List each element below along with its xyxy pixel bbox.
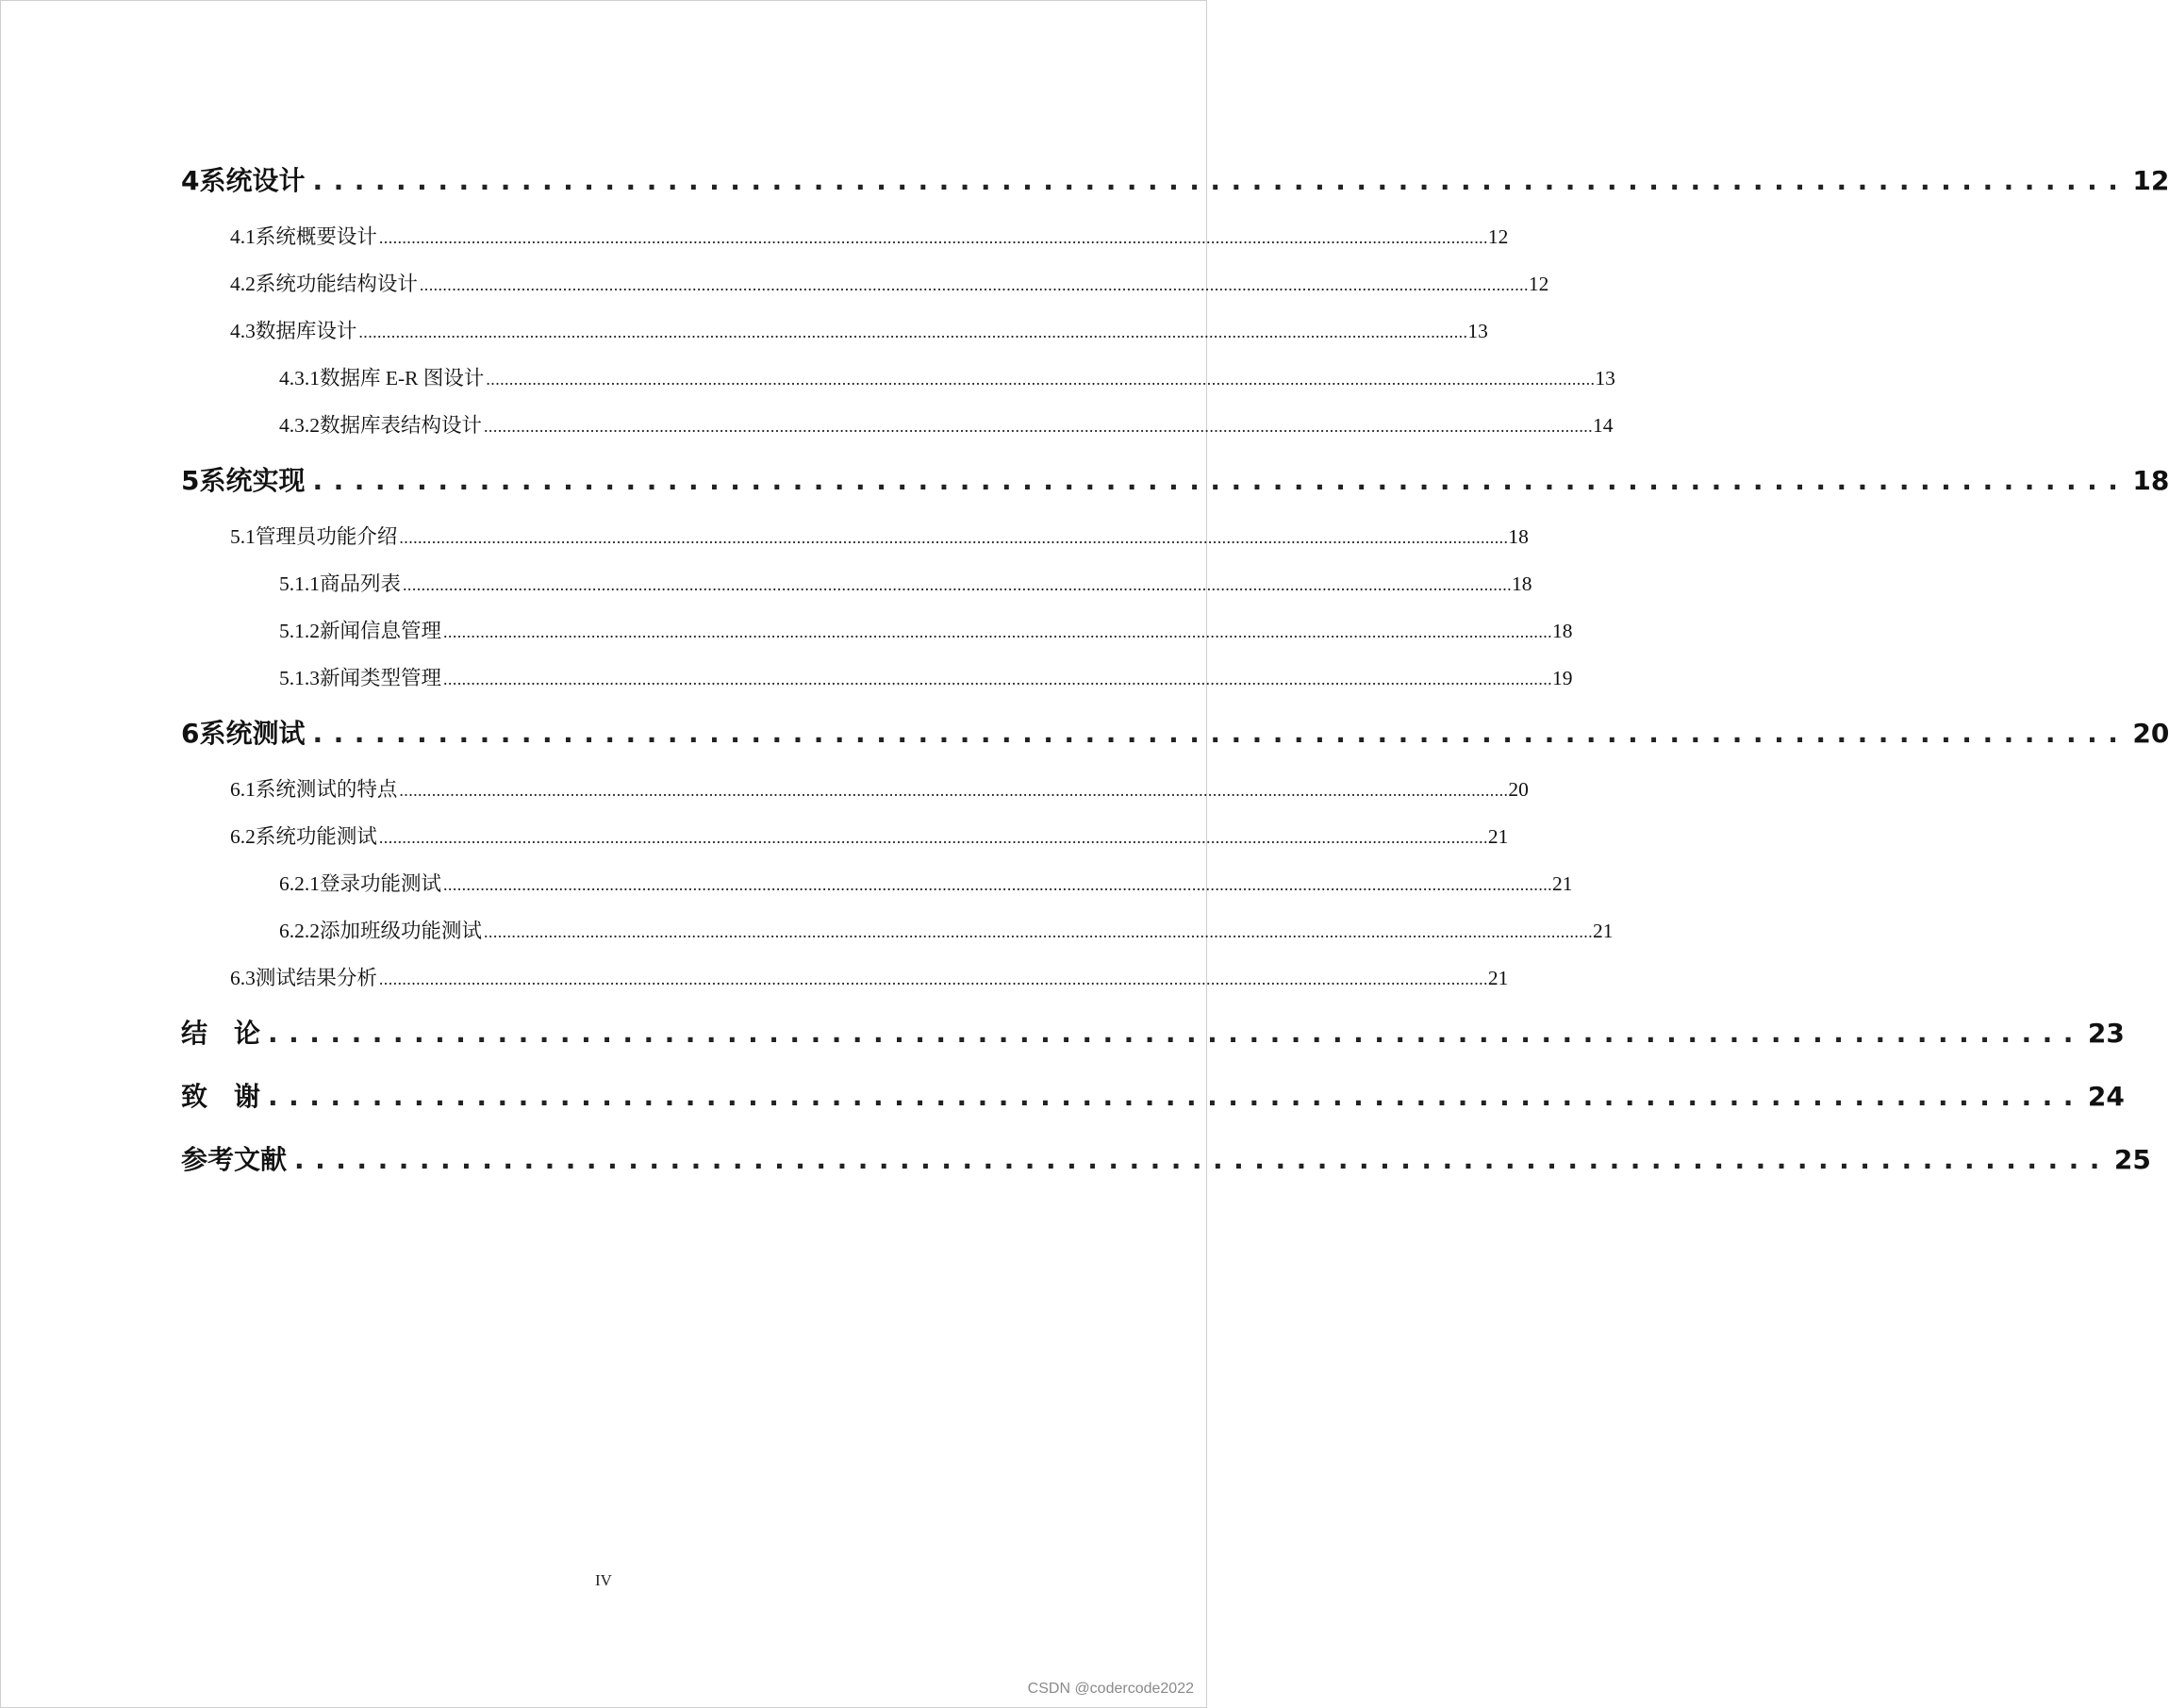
- toc-page-number: 12: [2132, 165, 2169, 196]
- toc-page-number: 20: [1508, 778, 1529, 801]
- dot-leader: ................................................................................................................................................................................................................................................: [403, 575, 1513, 594]
- dot-leader: ................................................................................................................................................................................................................................................: [378, 228, 1488, 247]
- dot-leader: ................................................................................................................................................................................................................................................: [443, 875, 1553, 894]
- toc-page-number: 18: [1552, 620, 1573, 642]
- watermark: CSDN @codercode2022: [1027, 1681, 1194, 1697]
- dot-leader: .......................................................................................: [312, 165, 2129, 196]
- dot-leader: ................................................................................................................................................................................................................................................: [399, 781, 1509, 800]
- dot-leader: .......................................................................................: [268, 1018, 2084, 1049]
- toc-entry[interactable]: [279, 362, 1615, 391]
- dot-leader: ................................................................................................................................................................................................................................................: [484, 922, 1594, 941]
- toc-title: 商品列表: [320, 572, 402, 595]
- dot-leader: .......................................................................................: [312, 718, 2129, 749]
- toc-entry[interactable]: [181, 1013, 2125, 1051]
- toc-title: 新闻信息管理: [320, 620, 442, 642]
- toc-title: 管理员功能介绍: [255, 525, 398, 548]
- toc-entry[interactable]: [181, 1139, 2151, 1177]
- toc-page-number: 23: [2087, 1018, 2125, 1049]
- toc-page-number: 18: [1508, 525, 1529, 548]
- toc-title: 参考文献: [181, 1144, 288, 1175]
- toc-title: 系统测试: [199, 718, 306, 749]
- toc-page-number: 25: [2113, 1144, 2151, 1175]
- toc-entry[interactable]: [181, 160, 2169, 198]
- toc-page-number: 14: [1593, 414, 1614, 437]
- toc-entry[interactable]: [181, 1076, 2125, 1114]
- toc-page-number: 12: [1528, 273, 1549, 295]
- toc-number: 6.3: [230, 967, 256, 989]
- toc-entry[interactable]: [279, 615, 1573, 644]
- toc-number: 6.2.2: [279, 920, 320, 942]
- toc-title: 登录功能测试: [320, 872, 442, 895]
- toc-page-number: 12: [1487, 225, 1509, 248]
- toc-number: 6: [181, 718, 200, 749]
- toc-number: 6.2.1: [279, 872, 320, 895]
- toc-page-number: 20: [2132, 718, 2169, 749]
- toc-number: 4.2: [230, 273, 256, 295]
- toc-entry[interactable]: [181, 713, 2169, 751]
- toc-entry[interactable]: [230, 821, 1509, 850]
- dot-leader: .......................................................................................: [312, 465, 2129, 496]
- toc-title: 新闻类型管理: [320, 667, 442, 689]
- toc-entry[interactable]: [230, 962, 1509, 991]
- toc-number: 4: [181, 165, 200, 196]
- dot-leader: ................................................................................................................................................................................................................................................: [399, 528, 1509, 547]
- dot-leader: ................................................................................................................................................................................................................................................: [378, 828, 1488, 847]
- toc-title: 致 谢: [181, 1081, 261, 1112]
- toc-entry[interactable]: [279, 915, 1614, 944]
- toc-number: 5: [181, 465, 200, 496]
- toc-entry[interactable]: [230, 315, 1488, 344]
- toc-number: 5.1: [230, 525, 256, 548]
- toc-page-number: 18: [1512, 572, 1532, 595]
- toc-title: 系统测试的特点: [255, 778, 398, 801]
- toc-page-number: 21: [1593, 920, 1614, 942]
- toc-page-number: 21: [1487, 825, 1509, 848]
- dot-leader: ................................................................................................................................................................................................................................................: [443, 622, 1553, 641]
- toc-title: 数据库表结构设计: [320, 414, 483, 437]
- toc-page-number: 24: [2087, 1081, 2125, 1112]
- toc-number: 5.1.2: [279, 620, 320, 642]
- toc-entry[interactable]: [279, 868, 1573, 897]
- dot-leader: .......................................................................................: [294, 1144, 2111, 1175]
- toc-page-number: 21: [1552, 872, 1573, 895]
- toc-number: 4.1: [230, 225, 256, 248]
- toc-number: 5.1.1: [279, 572, 320, 595]
- toc-title: 添加班级功能测试: [320, 920, 483, 942]
- toc-entry[interactable]: [230, 268, 1549, 297]
- dot-leader: ................................................................................................................................................................................................................................................: [443, 670, 1553, 688]
- toc-entry[interactable]: [230, 521, 1529, 550]
- toc-title: 数据库设计: [255, 320, 357, 342]
- toc-number: 5.1.3: [279, 667, 320, 689]
- toc-title: 系统概要设计: [255, 225, 377, 248]
- toc-page-number: 13: [1595, 367, 1615, 390]
- toc-entry[interactable]: [230, 221, 1509, 250]
- toc-entry[interactable]: [279, 409, 1614, 439]
- toc-page-number: 19: [1552, 667, 1573, 689]
- dot-leader: ................................................................................................................................................................................................................................................: [484, 417, 1594, 436]
- toc-title: 测试结果分析: [255, 967, 377, 989]
- toc-page-number: 13: [1467, 320, 1488, 342]
- toc-page-number: 21: [1487, 967, 1509, 989]
- toc-title: 系统实现: [199, 465, 306, 496]
- dot-leader: ................................................................................................................................................................................................................................................: [358, 323, 1468, 341]
- toc-entry[interactable]: [279, 662, 1573, 691]
- toc-page-number: 18: [2132, 465, 2169, 496]
- toc-entry[interactable]: [279, 568, 1532, 597]
- toc-number: 6.1: [230, 778, 256, 801]
- page-number-footer: IV: [595, 1571, 612, 1589]
- toc-entry[interactable]: [230, 773, 1529, 803]
- toc-title: 系统功能测试: [255, 825, 377, 848]
- toc-title: 系统功能结构设计: [255, 273, 418, 295]
- toc-number: 4.3.1: [279, 367, 320, 390]
- toc-title: 系统设计: [199, 165, 306, 196]
- toc-title: 数据库 E-R 图设计: [320, 367, 485, 390]
- toc-number: 4.3: [230, 320, 256, 342]
- toc-number: 4.3.2: [279, 414, 320, 437]
- dot-leader: ................................................................................................................................................................................................................................................: [486, 370, 1596, 389]
- toc-entry[interactable]: [181, 460, 2169, 498]
- dot-leader: .......................................................................................: [268, 1081, 2084, 1112]
- dot-leader: ................................................................................................................................................................................................................................................: [419, 275, 1529, 294]
- dot-leader: ................................................................................................................................................................................................................................................: [378, 970, 1488, 988]
- toc-title: 结 论: [181, 1018, 261, 1049]
- toc-number: 6.2: [230, 825, 256, 848]
